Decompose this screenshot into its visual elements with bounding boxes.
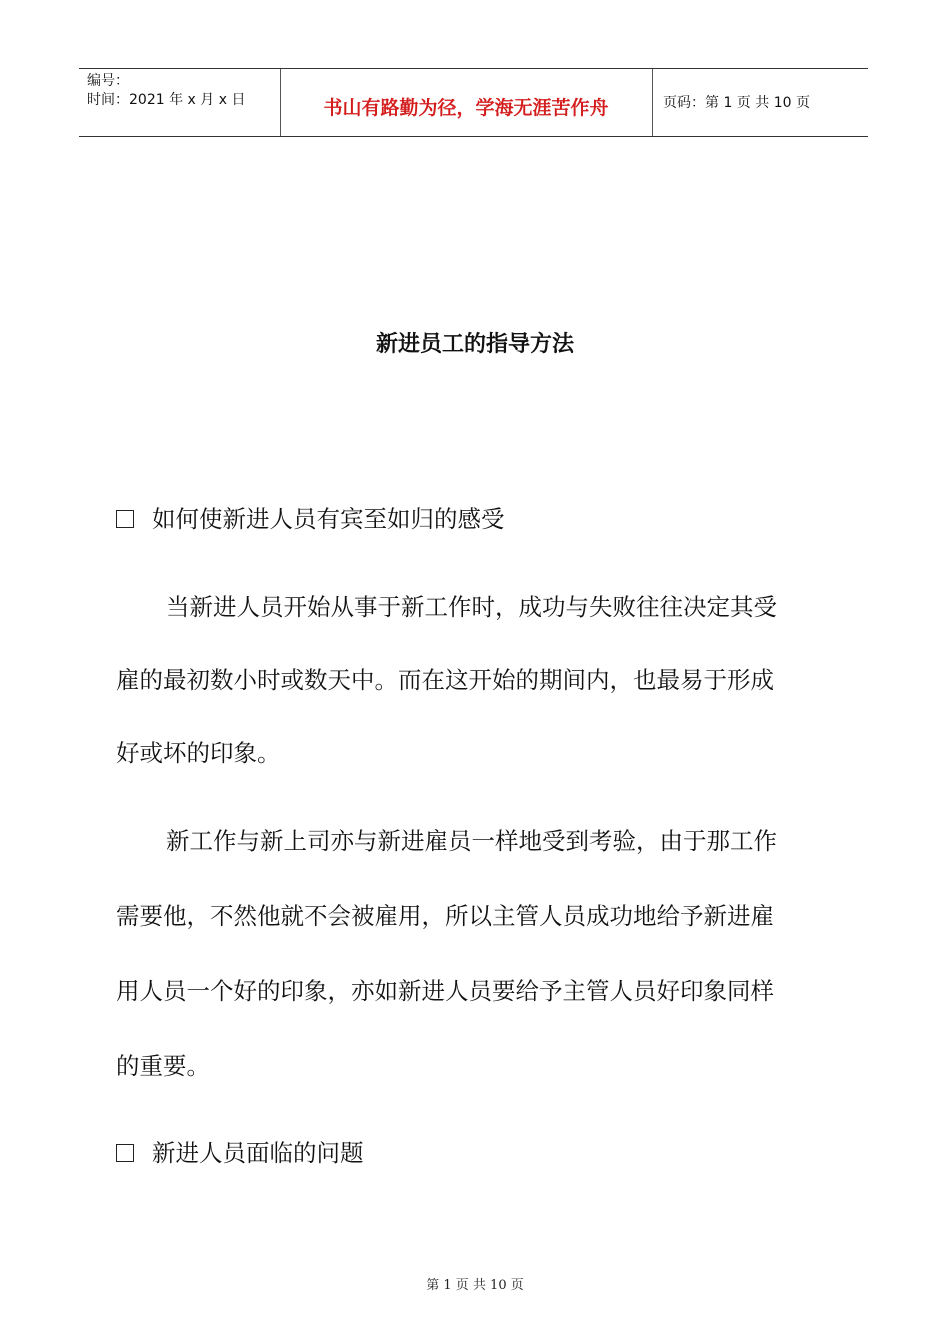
motto-text: 书山有路勤为径，学海无涯苦作舟: [323, 97, 609, 119]
section-heading: [116, 503, 505, 535]
header-page-cell: [653, 69, 868, 136]
section-heading: [116, 1137, 364, 1169]
document-title: 新进员工的指导方法: [375, 331, 574, 357]
checkbox-square-icon: [116, 510, 134, 528]
section-heading-text: 新进人员面临的问题: [152, 1139, 364, 1167]
paragraph-line: 新工作与新上司亦与新进雇员一样地受到考验，由于那工作: [166, 827, 777, 855]
paragraph-line: 好或坏的印象。: [116, 739, 281, 767]
paragraph-line: 的重要。: [116, 1052, 210, 1080]
paragraph-line: 当新进人员开始从事于新工作时，成功与失败往往决定其受: [166, 593, 777, 621]
paragraph-line: 需要他，不然他就不会被雇用，所以主管人员成功地给予新进雇: [116, 902, 774, 930]
paragraph-line: 雇的最初数小时或数天中。而在这开始的期间内，也最易于形成: [116, 666, 774, 694]
document-number-label: 编号：: [87, 73, 129, 89]
section-heading-text: 如何使新进人员有宾至如归的感受: [152, 505, 505, 533]
header-meta-cell: [79, 69, 281, 136]
page-footer: 第 1 页 共 10 页: [426, 1278, 524, 1293]
page-info: 页码：第 1 页 共 10 页: [663, 95, 810, 111]
page-header: [79, 68, 868, 137]
header-motto-cell: [280, 69, 653, 136]
checkbox-square-icon: [116, 1144, 134, 1162]
document-time-label: 时间：2021 年 x 月 x 日: [87, 92, 246, 108]
paragraph-line: 用人员一个好的印象，亦如新进人员要给予主管人员好印象同样: [116, 977, 774, 1005]
